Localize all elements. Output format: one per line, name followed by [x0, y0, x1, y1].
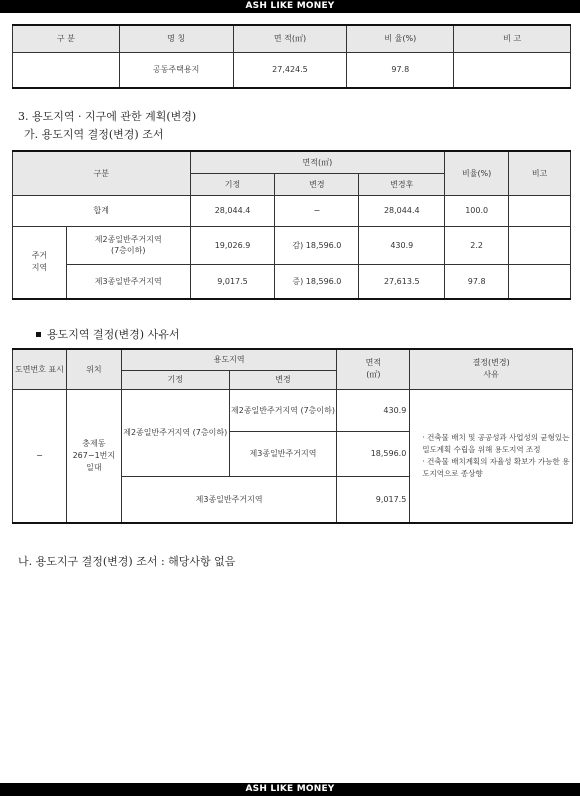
table2-total-after: 28,044.4: [359, 195, 445, 226]
table3-header-zone: 용도지역: [121, 349, 337, 370]
table2-total-ratio: 100.0: [445, 195, 509, 226]
table2-row-change: 감) 18,596.0: [275, 226, 359, 264]
table2-row-name: 제3종일반주거지역: [66, 264, 190, 299]
table2-row-existing: 19,026.9: [190, 226, 275, 264]
table1-cell-category: [13, 52, 120, 88]
table2-header-after: 변경후: [359, 173, 445, 195]
reason-section-title: [36, 326, 179, 342]
table2-header-existing: 기정: [190, 173, 275, 195]
table3-change-zone-2: 제3종일반주거지역: [229, 431, 337, 476]
table3-change-zone-1: 제2종일반주거지역 (7층이하): [229, 389, 337, 431]
table2-row-ratio: 97.8: [445, 264, 509, 299]
table2-header-note: 비고: [509, 151, 571, 195]
table2-header-category: 구분: [13, 151, 191, 195]
zoning-decision-table: [12, 150, 571, 300]
table3-drawing-no: −: [13, 389, 67, 523]
table2-total-existing: 28,044.4: [190, 195, 275, 226]
table1-header-ratio: 비 율(%): [347, 25, 454, 52]
bottom-banner: ASH LIKE MONEY: [0, 783, 580, 796]
table2-total-change: −: [275, 195, 359, 226]
table2-header-ratio: 비율(%): [445, 151, 509, 195]
table2-row-after: 27,613.5: [359, 264, 445, 299]
table3-location: 충제동 267−1번지 일대: [66, 389, 121, 523]
bullet-square-icon: [36, 332, 41, 337]
table1-header-note: 비 고: [454, 25, 571, 52]
table1-cell-ratio: 97.8: [347, 52, 454, 88]
table3-header-drawing-no: 도면번호 표시: [13, 349, 67, 389]
table3-reason-1: · 건축물 배치 및 공공성과 사업성의 균형있는 밀도계획 수립을 위해 용도지역 조정: [422, 432, 570, 454]
table3-header-area: 면적 (㎡): [337, 349, 410, 389]
table1-cell-note: [454, 52, 571, 88]
subsection-na-title: 나. 용도지구 결정(변경) 조서 : 해당사항 없음: [18, 555, 236, 568]
table3-area-3: 9,017.5: [337, 476, 410, 523]
table3-header-existing: 기정: [121, 370, 229, 389]
table2-row-existing: 9,017.5: [190, 264, 275, 299]
table1-cell-area: 27,424.5: [233, 52, 347, 88]
table1-header-area: 면 적(㎡): [233, 25, 347, 52]
table2-row-name: 제2종일반주거지역 (7층이하): [66, 226, 190, 264]
table3-header-reason: 결정(변경) 사유: [410, 349, 573, 389]
table2-header-area: 면적(㎡): [190, 151, 445, 173]
table3-existing-zone: 제2종일반주거지역 (7층이하): [121, 389, 229, 476]
section3-title: 3. 용도지역 · 지구에 관한 계획(변경): [18, 110, 197, 123]
table2-total-label: 합계: [13, 195, 191, 226]
table3-area-2: 18,596.0: [337, 431, 410, 476]
table3-reason: [410, 389, 573, 523]
table3-header-location: 위치: [66, 349, 121, 389]
table3-area-1: 430.9: [337, 389, 410, 431]
table1-header-category: 구 분: [13, 25, 120, 52]
zoning-reason-table: [12, 348, 573, 524]
table1-header-name: 명 칭: [119, 25, 233, 52]
table3-header-change: 변경: [229, 370, 337, 389]
table1-cell-name: 공동주택용지: [119, 52, 233, 88]
table2-group-label: 주거 지역: [13, 226, 67, 299]
land-use-table: [12, 24, 571, 89]
table2-row-ratio: 2.2: [445, 226, 509, 264]
subsection-ga-title: 가. 용도지역 결정(변경) 조서: [24, 128, 164, 141]
table2-row-note: [509, 264, 571, 299]
table3-reason-2: · 건축물 배치계획의 자율성 확보가 가능한 용도지역으로 종상향: [422, 456, 570, 478]
table2-header-change: 변경: [275, 173, 359, 195]
table2-row-change: 증) 18,596.0: [275, 264, 359, 299]
table3-merged-zone: 제3종일반주거지역: [121, 476, 337, 523]
table2-total-note: [509, 195, 571, 226]
reason-section-title-text: 용도지역 결정(변경) 사유서: [47, 328, 180, 341]
table2-row-note: [509, 226, 571, 264]
top-banner: ASH LIKE MONEY: [0, 0, 580, 13]
table2-row-after: 430.9: [359, 226, 445, 264]
